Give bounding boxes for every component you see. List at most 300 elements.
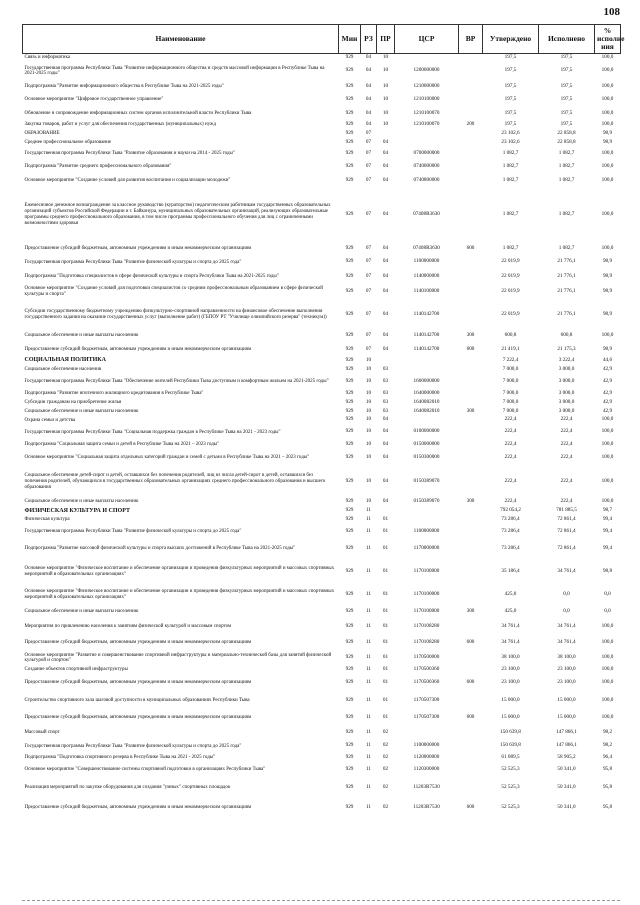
row-percent: 42,9	[602, 365, 613, 372]
row-min: 929	[345, 590, 354, 597]
row-approved: 61 089,5	[501, 753, 520, 760]
row-min: 929	[345, 210, 354, 217]
row-min: 929	[345, 163, 354, 170]
row-name: Государственная программа Республики Тыва "Обеспечение жителей Республики Тыва доступным и комфортным жильем на 2021-2025 годы"	[24, 378, 329, 384]
row-rz: 07	[365, 245, 372, 252]
row-pr: 04	[382, 245, 389, 252]
row-csr: 1170100000	[413, 590, 440, 597]
row-approved: 425,0	[504, 590, 517, 597]
row-name: Обновление и сопровождение информационных систем органов исполнительной власти Республики Тыва	[24, 110, 252, 116]
row-csr: 1140142700	[413, 332, 440, 339]
row-percent: 100,0	[601, 696, 614, 703]
row-rz: 11	[366, 608, 371, 615]
row-vr	[459, 138, 483, 147]
row-executed: 21 776,1	[557, 272, 576, 279]
table-row	[23, 584, 621, 605]
row-percent: 100,0	[601, 666, 614, 673]
row-approved: 150 639,8	[500, 742, 521, 749]
table-row	[23, 62, 621, 80]
row-name: Связь и информатика	[24, 55, 71, 61]
row-name: Подпрограмма "Социальная защита семьи и детей в Республике Тыва на 2021 – 2023 годы"	[24, 442, 220, 448]
row-min: 929	[345, 138, 354, 145]
row-approved: 73 286,4	[501, 527, 520, 534]
row-name: Строительство спортивного зала шаговой доступности в муниципальных образованиях Республики Тыва	[24, 697, 250, 703]
row-min: 929	[345, 441, 354, 448]
row-executed: 197,5	[560, 120, 573, 127]
row-csr: 1210000000	[413, 82, 440, 89]
row-rz: 10	[365, 407, 372, 414]
row-percent: 42,9	[602, 389, 613, 396]
row-percent: 98,2	[602, 729, 613, 736]
row-pr: 04	[382, 345, 389, 352]
row-name: Государственная программа Республики Тыва "Развитие образования и науки на 2014 - 2025 годы"	[24, 150, 235, 156]
row-min: 929	[345, 428, 354, 435]
row-executed: 72 861,4	[557, 527, 576, 534]
row-rz: 11	[366, 753, 371, 760]
row-name: Подпрограмма "Развитие ипотечного жилищного кредитования в Республике Тыва"	[24, 390, 204, 396]
row-vr	[459, 762, 483, 777]
row-executed: 1 082,7	[558, 245, 575, 252]
row-min: 929	[345, 129, 354, 136]
row-min: 929	[345, 416, 354, 423]
row-csr	[395, 356, 459, 365]
row-approved: 73 286,4	[501, 515, 520, 522]
row-min: 929	[345, 454, 354, 461]
table-row	[23, 498, 621, 507]
row-percent: 98,9	[602, 310, 613, 317]
row-rz: 11	[366, 515, 371, 522]
row-min: 929	[345, 527, 354, 534]
row-vr	[459, 80, 483, 93]
row-rz: 10	[365, 441, 372, 448]
row-approved: 73 286,4	[501, 545, 520, 552]
row-approved: 222,4	[504, 416, 517, 423]
row-min: 929	[345, 696, 354, 703]
row-executed: 222,4	[560, 477, 573, 484]
table-row	[23, 129, 621, 138]
row-rz: 10	[365, 454, 372, 461]
row-name: Государственная программа Республики Тыва "Развитие физической культуры и спорта до 2025 года"	[24, 259, 242, 265]
table-body	[23, 54, 621, 819]
row-csr: 11203R7530	[413, 783, 440, 790]
row-csr: 11203R7530	[413, 804, 440, 811]
row-approved: 23 102,6	[501, 138, 520, 145]
row-vr	[459, 466, 483, 498]
row-percent: 95,8	[602, 765, 613, 772]
row-executed: 197,5	[560, 54, 573, 61]
row-vr	[459, 451, 483, 466]
table-row	[23, 524, 621, 539]
row-approved: 23 100,0	[501, 666, 520, 673]
row-executed: 22 858,8	[557, 129, 576, 136]
row-approved: 23 100,0	[501, 678, 520, 685]
row-executed: 72 861,4	[557, 515, 576, 522]
row-executed: 21 175,3	[557, 345, 576, 352]
row-executed: 72 861,4	[557, 545, 576, 552]
row-rz: 10	[365, 377, 372, 384]
row-percent: 44,6	[602, 356, 613, 363]
row-vr	[459, 62, 483, 80]
row-executed: 15 000,0	[557, 714, 576, 721]
row-rz: 11	[366, 590, 371, 597]
row-csr: 1120000000	[413, 753, 440, 760]
row-min: 929	[345, 109, 354, 116]
row-name: Основное мероприятие "Совершенствование системы спортивной подготовки в организациях Республики Тыва"	[24, 766, 266, 772]
row-percent: 100,0	[601, 176, 614, 183]
table-row	[23, 269, 621, 284]
row-pr: 01	[382, 666, 389, 673]
row-vr	[459, 524, 483, 539]
row-pr: 04	[382, 272, 389, 279]
row-csr: 1170500360	[413, 678, 440, 685]
row-approved: 222,4	[504, 477, 517, 484]
row-vr	[459, 740, 483, 753]
row-pr: 01	[382, 696, 389, 703]
row-vr	[459, 507, 483, 516]
row-rz: 11	[366, 507, 371, 514]
row-min: 929	[345, 742, 354, 749]
row-percent: 98,9	[602, 129, 613, 136]
row-executed: 3 000,0	[558, 398, 575, 405]
row-vr: 600	[466, 345, 475, 352]
row-vr	[459, 147, 483, 160]
table-row	[23, 147, 621, 160]
row-approved: 1 082,7	[502, 210, 519, 217]
row-name: Государственная программа Республики Тыва "Развитие физической культуры и спорта до 2025 года"	[24, 743, 242, 749]
row-pr	[377, 129, 395, 138]
row-percent: 100,0	[601, 149, 614, 156]
row-percent: 98,9	[602, 138, 613, 145]
row-approved: 1 082,7	[502, 149, 519, 156]
row-pr: 04	[382, 498, 389, 505]
table-row	[23, 651, 621, 666]
table-row	[23, 710, 621, 726]
row-name: Государственная программа Республики Тыва "Развитие физической культуры и спорта до 2025 года"	[24, 529, 242, 535]
row-rz: 10	[365, 356, 372, 363]
row-min: 929	[345, 654, 354, 661]
row-csr: 1140142700	[413, 310, 440, 317]
header-executed: Исполнено	[539, 25, 595, 54]
row-name: Социальное обеспечение и иные выплаты населению	[24, 333, 139, 339]
row-min: 929	[345, 765, 354, 772]
row-percent: 100,0	[601, 638, 614, 645]
row-pr: 10	[382, 54, 389, 61]
budget-execution-table	[22, 24, 625, 818]
row-pr: 01	[382, 654, 389, 661]
row-name: Социальное обеспечение и иные выплаты населению	[24, 408, 139, 414]
row-csr: 1170500360	[413, 666, 440, 673]
table-row	[23, 299, 621, 329]
row-name: ФИЗИЧЕСКАЯ КУЛЬТУРА И СПОРТ	[24, 507, 130, 514]
row-min: 929	[345, 258, 354, 265]
row-min: 929	[345, 666, 354, 673]
row-csr: 1120300000	[413, 765, 440, 772]
row-vr	[459, 129, 483, 138]
row-vr	[459, 440, 483, 451]
row-percent: 99,4	[602, 545, 613, 552]
row-name: Социальное обеспечение и иные выплаты населению	[24, 609, 139, 615]
row-vr	[459, 187, 483, 242]
row-name: Предоставление субсидий бюджетным, автономным учреждениям и иным некоммерческим организациям	[24, 715, 252, 721]
row-pr: 01	[382, 608, 389, 615]
row-csr: 0150389070	[413, 477, 440, 484]
table-row	[23, 343, 621, 356]
row-min: 929	[345, 377, 354, 384]
row-csr	[395, 416, 459, 425]
row-name: Основное мероприятие "Физическое воспитание и обеспечение организации и проведения физкультурных мероприятий и массовых спортивных мероприятий в образовательных организациях"	[24, 588, 335, 600]
table-row	[23, 256, 621, 269]
row-rz: 07	[365, 345, 372, 352]
row-pr: 01	[382, 567, 389, 574]
header-percent: % исполне ния	[595, 25, 621, 54]
row-csr: 1100000000	[413, 742, 440, 749]
row-pr: 02	[382, 783, 389, 790]
row-csr: 1170000000	[413, 545, 440, 552]
row-csr: 0150000000	[413, 441, 440, 448]
row-approved: 197,5	[504, 120, 517, 127]
header-name: Наименование	[23, 25, 339, 54]
row-executed: 15 000,0	[557, 696, 576, 703]
row-pr: 04	[382, 477, 389, 484]
row-rz: 07	[365, 138, 372, 145]
row-percent: 100,0	[601, 245, 614, 252]
row-approved: 52 525,3	[501, 765, 520, 772]
row-rz: 11	[366, 783, 371, 790]
row-vr	[459, 299, 483, 329]
row-pr: 04	[382, 428, 389, 435]
row-min: 929	[345, 272, 354, 279]
row-vr	[459, 753, 483, 762]
table-row	[23, 619, 621, 635]
table-row	[23, 666, 621, 675]
row-name: Подпрограмма "Развитие среднего профессионального образования"	[24, 164, 172, 170]
row-rz: 11	[366, 696, 371, 703]
row-approved: 52 525,3	[501, 804, 520, 811]
row-vr: 600	[466, 245, 475, 252]
row-approved: 197,5	[504, 54, 517, 61]
row-vr	[459, 365, 483, 374]
header-approved: Утверждено	[483, 25, 539, 54]
row-min: 929	[345, 407, 354, 414]
row-approved: 35 186,4	[501, 567, 520, 574]
row-name: Государственная программа Республики Тыва "Социальная поддержка граждан в Республике Тыва на 2021 - 2023 годы"	[24, 429, 281, 435]
row-approved: 7 222,4	[502, 356, 519, 363]
row-name: Физическая культура	[24, 517, 70, 523]
row-percent: 0,0	[604, 590, 611, 597]
row-executed: 23 100,0	[557, 678, 576, 685]
row-vr: 300	[466, 407, 475, 414]
row-approved: 1 082,7	[502, 163, 519, 170]
table-row	[23, 559, 621, 584]
row-vr	[459, 94, 483, 107]
row-pr: 04	[382, 454, 389, 461]
row-executed: 1 082,7	[558, 149, 575, 156]
row-percent: 100,0	[601, 654, 614, 661]
row-rz: 11	[366, 654, 371, 661]
row-name: Государственная программа Республики Тыва "Развитие информационного общества и средств массовой информации в Республике Тыва на 2021-2025 годы"	[24, 65, 325, 77]
table-row	[23, 407, 621, 416]
row-name: Основное мероприятие "Социальная защита отдельных категорий граждан и семей с детьми в Республике Тыва на 2021 – 2023 годы"	[24, 455, 310, 461]
table-row	[23, 120, 621, 129]
row-approved: 7 000,0	[502, 398, 519, 405]
row-percent: 100,0	[601, 622, 614, 629]
row-vr	[459, 256, 483, 269]
row-pr: 10	[382, 109, 389, 116]
row-percent: 98,9	[602, 287, 613, 294]
row-min: 929	[345, 398, 354, 405]
row-csr: 1640082010	[413, 407, 440, 414]
table-row	[23, 425, 621, 440]
row-percent: 42,9	[602, 398, 613, 405]
row-csr: 1600000000	[413, 377, 440, 384]
row-percent: 98,9	[602, 345, 613, 352]
row-executed: 22 858,8	[557, 138, 576, 145]
row-vr	[459, 398, 483, 407]
row-min: 929	[345, 753, 354, 760]
row-min: 929	[345, 545, 354, 552]
row-rz: 07	[365, 149, 372, 156]
row-approved: 7 000,0	[502, 389, 519, 396]
row-executed: 781 885,5	[556, 507, 577, 514]
row-name: Подпрограмма "Развитие массовой физической культуры и спорта высших достижений в Республике Тыва на 2021-2025 годы"	[24, 546, 296, 552]
row-executed: 222,4	[560, 416, 573, 423]
row-min: 929	[345, 729, 354, 736]
row-pr: 04	[382, 441, 389, 448]
row-vr: 600	[466, 714, 475, 721]
row-csr: 1140142700	[413, 345, 440, 352]
table-row	[23, 54, 621, 63]
row-rz: 07	[365, 210, 372, 217]
row-pr: 02	[382, 804, 389, 811]
row-approved: 15 000,0	[501, 696, 520, 703]
row-pr: 01	[382, 515, 389, 522]
table-row	[23, 507, 621, 516]
row-csr: 0740000000	[413, 163, 440, 170]
row-pr: 02	[382, 729, 389, 736]
row-percent: 100,0	[601, 210, 614, 217]
row-rz: 11	[366, 714, 371, 721]
row-approved: 22 019,9	[501, 287, 520, 294]
row-pr: 01	[382, 678, 389, 685]
row-rz: 11	[366, 545, 371, 552]
row-min: 929	[345, 498, 354, 505]
row-vr	[459, 174, 483, 187]
row-percent: 100,0	[601, 82, 614, 89]
row-pr: 04	[382, 332, 389, 339]
row-rz: 11	[366, 638, 371, 645]
row-min: 929	[345, 783, 354, 790]
row-min: 929	[345, 608, 354, 615]
row-csr: 1640082010	[413, 398, 440, 405]
table-row	[23, 80, 621, 93]
row-vr	[459, 540, 483, 560]
table-row	[23, 107, 621, 120]
row-approved: 22 019,9	[501, 272, 520, 279]
row-percent: 100,0	[601, 332, 614, 339]
row-pr: 01	[382, 638, 389, 645]
row-percent: 100,0	[601, 54, 614, 61]
row-executed: 147 866,1	[556, 742, 577, 749]
row-vr	[459, 284, 483, 299]
row-csr: 1170100000	[413, 567, 440, 574]
row-csr: 1210100070	[413, 109, 440, 116]
row-percent: 99,4	[602, 515, 613, 522]
table-row	[23, 777, 621, 798]
row-min: 929	[345, 149, 354, 156]
row-vr	[459, 356, 483, 365]
row-executed: 197,5	[560, 96, 573, 103]
row-min: 929	[345, 678, 354, 685]
table-row	[23, 726, 621, 739]
row-name: Охрана семьи и детства	[24, 417, 76, 423]
row-csr	[395, 516, 459, 525]
row-executed: 34 761,4	[557, 567, 576, 574]
row-percent: 99,4	[602, 527, 613, 534]
row-name: Субсидии гражданам на приобретение жилья	[24, 399, 122, 405]
row-pr: 01	[382, 527, 389, 534]
table-row	[23, 138, 621, 147]
row-executed: 222,4	[560, 428, 573, 435]
row-pr: 04	[382, 416, 389, 423]
row-approved: 34 761,4	[501, 638, 520, 645]
row-min: 929	[345, 176, 354, 183]
table-row	[23, 740, 621, 753]
row-pr: 03	[382, 407, 389, 414]
row-executed: 23 100,0	[557, 666, 576, 673]
row-rz: 07	[365, 272, 372, 279]
row-approved: 197,5	[504, 109, 517, 116]
row-vr: 600	[466, 678, 475, 685]
row-vr: 600	[466, 638, 475, 645]
row-approved: 600,8	[504, 332, 517, 339]
row-min: 929	[345, 310, 354, 317]
row-name: Социальное обеспечение и иные выплаты населению	[24, 499, 139, 505]
row-rz: 07	[365, 258, 372, 265]
table-header	[23, 25, 621, 54]
row-percent: 100,0	[601, 498, 614, 505]
row-csr	[395, 507, 459, 516]
row-pr: 02	[382, 742, 389, 749]
row-pr: 03	[382, 365, 389, 372]
row-vr	[459, 374, 483, 389]
row-vr	[459, 666, 483, 675]
row-csr: 0150300000	[413, 454, 440, 461]
row-name: Подпрограмма "Подготовка специалистов в сфере физической культуры и спорта Республики Тыва на 2021-2025 годы"	[24, 273, 279, 279]
row-min: 929	[345, 245, 354, 252]
row-name: Среднее профессиональное образование	[24, 139, 111, 145]
page-bottom-rule	[22, 900, 620, 901]
row-percent: 100,0	[601, 163, 614, 170]
row-vr	[459, 389, 483, 398]
header-rz: РЗ	[361, 25, 377, 54]
row-min: 929	[345, 804, 354, 811]
row-pr: 03	[382, 377, 389, 384]
row-executed: 1 082,7	[558, 176, 575, 183]
row-name: Социальное обеспечение населения	[24, 366, 102, 372]
row-name: Предоставление субсидий бюджетным, автономным учреждениям и иным некоммерческим организациям	[24, 346, 252, 352]
row-vr	[459, 691, 483, 711]
row-min: 929	[345, 82, 354, 89]
row-pr: 01	[382, 622, 389, 629]
row-approved: 38 100,0	[501, 654, 520, 661]
row-csr: 1200000000	[413, 67, 440, 74]
row-csr: 1140000000	[413, 272, 440, 279]
row-name: Основное мероприятие "Создание условий для подготовки специалистов со средним профессиональным образованием в сфере физической культуры и спорта"	[24, 286, 323, 297]
row-min: 929	[345, 567, 354, 574]
row-executed: 38 100,0	[557, 654, 576, 661]
row-vr	[459, 651, 483, 666]
row-rz: 04	[365, 120, 372, 127]
